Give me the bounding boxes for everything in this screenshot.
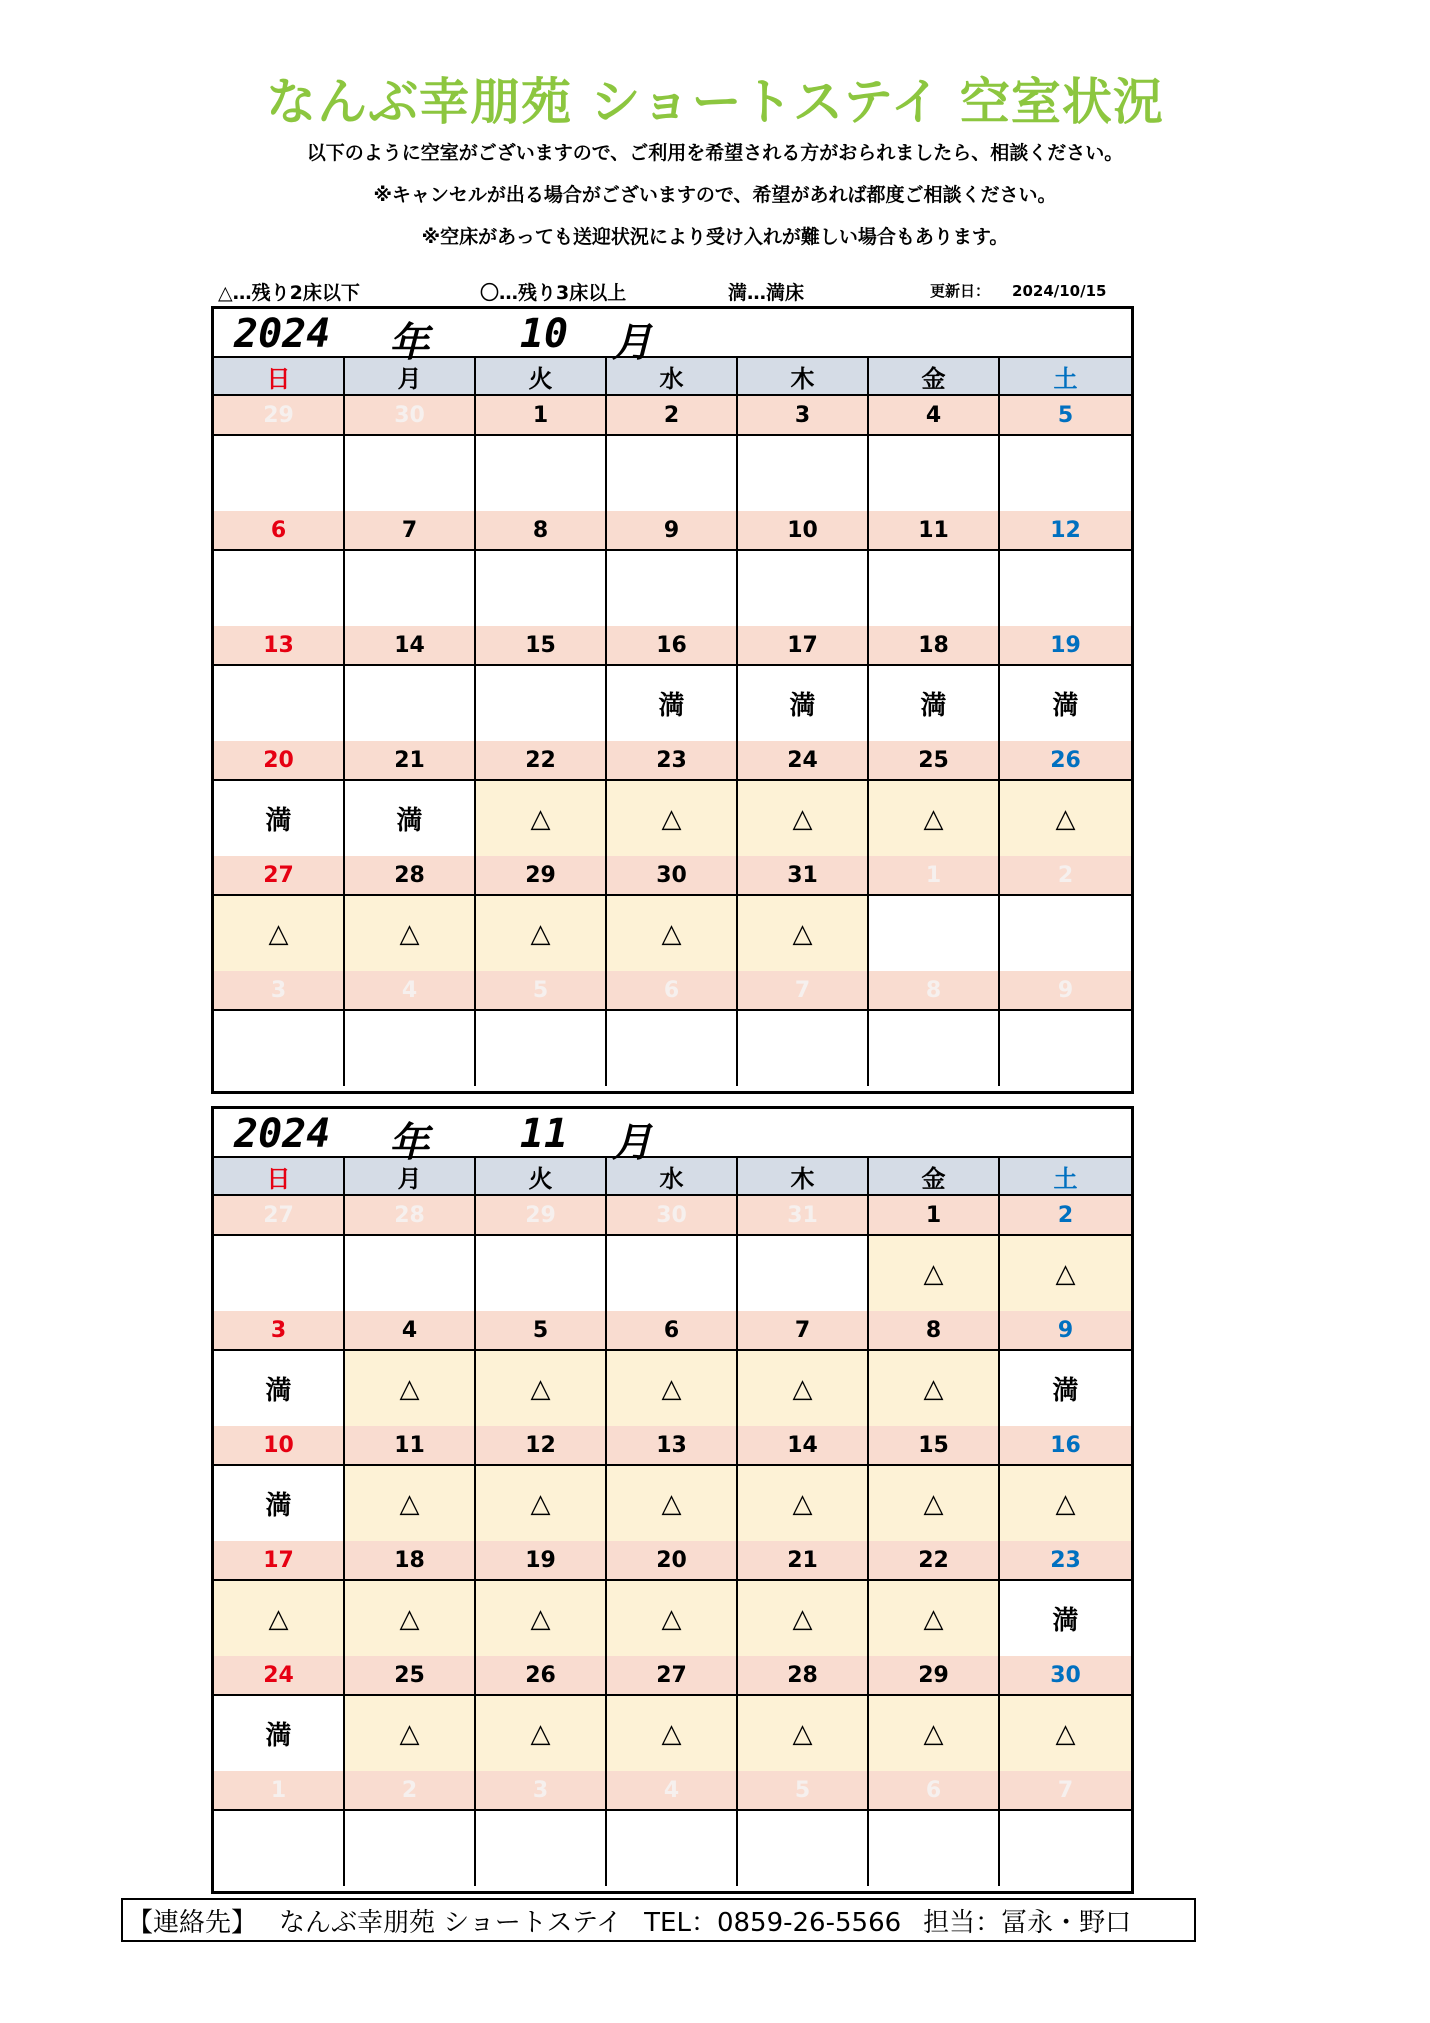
date-cell: 17 [738,626,869,666]
date-cell: 21 [345,741,476,781]
date-cell: 26 [1000,741,1131,781]
date-cell: 1 [869,1196,1000,1236]
date-cell: 7 [1000,1771,1131,1811]
weekday-header: 月 [345,1158,476,1196]
status-cell [1000,896,1131,971]
date-cell: 17 [214,1541,345,1581]
date-cell: 7 [738,1311,869,1351]
status-cell: △ [476,781,607,856]
status-cell [869,1811,1000,1886]
status-cell [214,1236,345,1311]
status-cell [476,1236,607,1311]
status-cell: △ [345,1351,476,1426]
date-cell: 5 [476,1311,607,1351]
status-cell: △ [345,1696,476,1771]
status-cell [345,1811,476,1886]
status-cell: △ [607,1466,738,1541]
status-cell [738,1811,869,1886]
legend [218,278,1118,304]
status-cell [869,1011,1000,1086]
status-cell: △ [869,1696,1000,1771]
date-cell: 8 [869,971,1000,1011]
date-cell: 28 [345,856,476,896]
date-cell: 29 [869,1656,1000,1696]
status-cell: △ [476,1696,607,1771]
status-cell: 満 [1000,1351,1131,1426]
status-cell: △ [1000,1466,1131,1541]
status-cell [345,666,476,741]
date-cell: 4 [345,1311,476,1351]
status-cell: 満 [738,666,869,741]
year: 2024 [234,311,331,357]
calendar-november [211,1106,1134,1894]
date-cell: 5 [1000,396,1131,436]
date-cell: 1 [476,396,607,436]
status-cell: △ [476,1466,607,1541]
date-cell: 26 [476,1656,607,1696]
note-3: ※空床があっても送迎状況により受け入れが難しい場合もあります。 [421,226,1009,248]
status-cell [476,666,607,741]
date-cell: 13 [214,626,345,666]
note-2: ※キャンセルが出る場合がございますので、希望があれば都度ご相談ください。 [373,184,1057,206]
updated-value: 2024/10/15 [1012,282,1107,300]
status-cell: △ [476,896,607,971]
status-cell: 満 [869,666,1000,741]
status-cell: △ [738,896,869,971]
date-cell: 1 [214,1771,345,1811]
status-cell: 満 [1000,666,1131,741]
status-cell [738,1011,869,1086]
contact-label: 【連絡先】 [127,1907,258,1938]
date-cell: 29 [214,396,345,436]
updated-date [930,280,1106,301]
status-cell: △ [476,1581,607,1656]
date-cell: 8 [869,1311,1000,1351]
date-cell: 15 [476,626,607,666]
weekday-header: 金 [869,1158,1000,1196]
status-cell: △ [869,1581,1000,1656]
status-cell: △ [214,896,345,971]
date-cell: 1 [869,856,1000,896]
status-cell [1000,436,1131,511]
status-cell: △ [869,1351,1000,1426]
contact-info [121,1898,1196,1942]
date-cell: 7 [738,971,869,1011]
date-cell: 23 [1000,1541,1131,1581]
date-cell: 4 [607,1771,738,1811]
date-cell: 10 [738,511,869,551]
date-cell: 4 [869,396,1000,436]
month-label: 月 [612,320,652,366]
calendar-grid [214,358,1131,1086]
date-cell: 24 [738,741,869,781]
status-cell [476,436,607,511]
date-cell: 16 [607,626,738,666]
date-cell: 30 [607,1196,738,1236]
status-cell [345,1011,476,1086]
status-cell [476,551,607,626]
status-cell: △ [607,1696,738,1771]
status-cell: △ [738,1581,869,1656]
date-cell: 22 [476,741,607,781]
date-cell: 30 [1000,1656,1131,1696]
status-cell: △ [607,1581,738,1656]
date-cell: 22 [869,1541,1000,1581]
date-cell: 5 [738,1771,869,1811]
calendar-grid [214,1158,1131,1886]
date-cell: 25 [345,1656,476,1696]
status-cell [607,1811,738,1886]
status-cell: △ [345,896,476,971]
status-cell: △ [1000,1696,1131,1771]
date-cell: 12 [1000,511,1131,551]
year-label: 年 [389,1120,429,1166]
status-cell: △ [738,781,869,856]
date-cell: 18 [869,626,1000,666]
date-cell: 30 [345,396,476,436]
legend-triangle: △…残り2床以下 [218,282,360,304]
status-cell: △ [738,1351,869,1426]
status-cell: △ [476,1351,607,1426]
date-cell: 9 [1000,1311,1131,1351]
status-cell [476,1811,607,1886]
date-cell: 15 [869,1426,1000,1466]
status-cell: 満 [1000,1581,1131,1656]
date-cell: 28 [345,1196,476,1236]
date-cell: 16 [1000,1426,1131,1466]
date-cell: 3 [214,1311,345,1351]
weekday-header: 木 [738,1158,869,1196]
month-header [214,309,1131,366]
date-cell: 12 [476,1426,607,1466]
month-label: 月 [612,1120,652,1166]
contact-tel: TEL：0859-26-5566 [644,1907,902,1938]
status-cell: △ [345,1581,476,1656]
date-cell: 2 [607,396,738,436]
date-cell: 10 [214,1426,345,1466]
date-cell: 27 [214,1196,345,1236]
date-cell: 20 [214,741,345,781]
month: 11 [519,1111,569,1157]
date-cell: 6 [869,1771,1000,1811]
date-cell: 29 [476,856,607,896]
date-cell: 14 [345,626,476,666]
date-cell: 2 [345,1771,476,1811]
status-cell [345,551,476,626]
status-cell: 満 [214,1466,345,1541]
page-title: なんぶ幸朋苑 ショートステイ 空室状況 [266,73,1164,131]
month-header [214,1109,1131,1166]
status-cell [738,551,869,626]
status-cell [607,551,738,626]
date-cell: 27 [607,1656,738,1696]
date-cell: 25 [869,741,1000,781]
date-cell: 9 [1000,971,1131,1011]
status-cell [869,896,1000,971]
legend-full: 満…満床 [728,282,805,304]
date-cell: 3 [214,971,345,1011]
legend-circle: 〇…残り3床以上 [480,282,627,304]
date-cell: 3 [476,1771,607,1811]
updated-label: 更新日： [930,282,991,300]
date-cell: 11 [345,1426,476,1466]
date-cell: 29 [476,1196,607,1236]
status-cell [214,1011,345,1086]
date-cell: 6 [214,511,345,551]
weekday-header: 金 [869,358,1000,396]
status-cell: 満 [345,781,476,856]
status-cell [1000,1011,1131,1086]
status-cell: △ [214,1581,345,1656]
date-cell: 24 [214,1656,345,1696]
contact-facility: なんぶ幸朋苑 ショートステイ [279,1907,623,1938]
status-cell [345,1236,476,1311]
contact-staff: 担当：冨永・野口 [923,1907,1132,1938]
status-cell: △ [738,1466,869,1541]
date-cell: 9 [607,511,738,551]
date-cell: 5 [476,971,607,1011]
date-cell: 27 [214,856,345,896]
year-label: 年 [389,320,429,366]
date-cell: 31 [738,1196,869,1236]
calendar-october [211,306,1134,1094]
date-cell: 6 [607,971,738,1011]
date-cell: 31 [738,856,869,896]
status-cell [476,1011,607,1086]
status-cell [214,551,345,626]
weekday-header: 土 [1000,1158,1131,1196]
status-cell: △ [607,781,738,856]
weekday-header: 火 [476,1158,607,1196]
status-cell [1000,1811,1131,1886]
status-cell: △ [869,781,1000,856]
date-cell: 19 [476,1541,607,1581]
date-cell: 19 [1000,626,1131,666]
status-cell: △ [345,1466,476,1541]
status-cell [214,1811,345,1886]
date-cell: 18 [345,1541,476,1581]
status-cell: △ [738,1696,869,1771]
status-cell: △ [869,1466,1000,1541]
status-cell [738,436,869,511]
weekday-header: 月 [345,358,476,396]
date-cell: 2 [1000,1196,1131,1236]
status-cell: △ [1000,781,1131,856]
status-cell [607,1236,738,1311]
status-cell [607,436,738,511]
weekday-header: 水 [607,1158,738,1196]
status-cell [738,1236,869,1311]
date-cell: 3 [738,396,869,436]
date-cell: 11 [869,511,1000,551]
weekday-header: 火 [476,358,607,396]
status-cell [214,436,345,511]
weekday-header: 土 [1000,358,1131,396]
date-cell: 28 [738,1656,869,1696]
date-cell: 7 [345,511,476,551]
status-cell [869,436,1000,511]
note-1: 以下のように空室がございますので、ご利用を希望される方がおられましたら、相談ください。 [306,142,1124,164]
status-cell: 満 [214,1351,345,1426]
status-cell [345,436,476,511]
status-cell: 満 [214,1696,345,1771]
status-cell: △ [607,1351,738,1426]
date-cell: 21 [738,1541,869,1581]
weekday-header: 日 [214,358,345,396]
status-cell [214,666,345,741]
status-cell [1000,551,1131,626]
weekday-header: 日 [214,1158,345,1196]
weekday-header: 水 [607,358,738,396]
status-cell: △ [607,896,738,971]
month: 10 [519,311,569,357]
status-cell: △ [869,1236,1000,1311]
status-cell: △ [1000,1236,1131,1311]
date-cell: 8 [476,511,607,551]
status-cell [607,1011,738,1086]
weekday-header: 木 [738,358,869,396]
date-cell: 6 [607,1311,738,1351]
date-cell: 4 [345,971,476,1011]
year: 2024 [234,1111,331,1157]
date-cell: 13 [607,1426,738,1466]
status-cell: 満 [607,666,738,741]
date-cell: 30 [607,856,738,896]
date-cell: 23 [607,741,738,781]
status-cell: 満 [214,781,345,856]
date-cell: 14 [738,1426,869,1466]
date-cell: 20 [607,1541,738,1581]
date-cell: 2 [1000,856,1131,896]
status-cell [869,551,1000,626]
